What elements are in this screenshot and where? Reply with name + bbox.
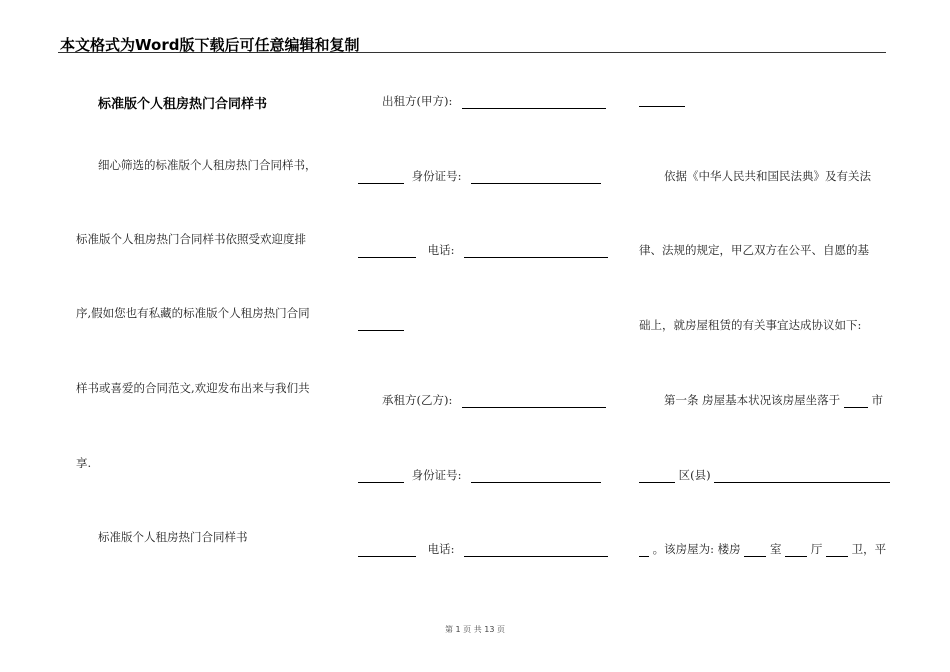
lessee-label: 承租方(乙方): [382, 393, 453, 407]
house-type-row [639, 541, 886, 557]
lessee-phone-blank [464, 544, 608, 557]
lessee-id-label: 身份证号: [411, 468, 462, 482]
intro-line-3: 序,假如您也有私藏的标准版个人租房热门合同 [76, 306, 310, 320]
city-blank-cont [639, 470, 675, 483]
right-top-blank [639, 94, 685, 107]
bath-blank [826, 544, 848, 557]
lessor-label: 出租方(甲方): [382, 94, 453, 108]
district-label: 区(县) [678, 468, 711, 482]
basis-line-3: 础上，就房屋租赁的有关事宜达成协议如下: [639, 318, 862, 332]
right-top-row [639, 93, 685, 107]
header-divider [58, 52, 886, 53]
lessor-blank [462, 96, 606, 109]
lessor-id-row [358, 168, 601, 184]
lessee-phone-label: 电话: [427, 542, 455, 556]
city-blank [844, 395, 868, 408]
district-blank [714, 470, 890, 483]
district-row [639, 467, 890, 483]
intro-line-4: 样书或喜爱的合同范文,欢迎发布出来与我们共 [76, 381, 310, 395]
room-label: 室 [770, 542, 782, 556]
lessee-id-row [358, 467, 601, 483]
lessor-id-blank [471, 171, 601, 184]
lessor-phone-row [358, 242, 608, 258]
page-footer: 第 1 页 共 13 页 [445, 625, 505, 634]
lessor-id-label: 身份证号: [411, 169, 462, 183]
intro-line-2: 标准版个人租房热门合同样书依照受欢迎度排 [76, 232, 306, 246]
address-blank-cont [639, 544, 649, 557]
lessor-phone-blank [464, 245, 608, 258]
room-blank [744, 544, 766, 557]
lessee-name-blank-cont [358, 470, 404, 483]
basis-line-2: 律、法规的规定，甲乙双方在公平、自愿的基 [639, 243, 869, 257]
intro-line-5: 享. [76, 456, 92, 470]
lessor-name-blank-cont [358, 171, 404, 184]
lessor-phone-cont-row [358, 317, 404, 331]
document-title: 标准版个人租房热门合同样书 [98, 97, 268, 112]
intro-line-1: 细心筛选的标准版个人租房热门合同样书， [98, 158, 317, 172]
basis-line-1: 依据《中华人民共和国民法典》及有关法 [664, 169, 871, 183]
hall-label: 厅 [810, 542, 823, 556]
article-1-row [664, 392, 883, 408]
lessor-row [382, 93, 606, 109]
city-suffix: 市 [871, 393, 883, 407]
lessor-id-blank-cont [358, 245, 416, 258]
lessee-phone-row [358, 541, 608, 557]
hall-blank [785, 544, 807, 557]
document-banner: 本文格式为Word版下载后可任意编辑和复制 [60, 36, 360, 54]
lessee-row [382, 392, 606, 408]
bath-label: 卫，平 [851, 542, 887, 556]
lessor-phone-blank-cont [358, 318, 404, 331]
house-type-text: 。该房屋为: 楼房 [652, 542, 741, 556]
lessor-phone-label: 电话: [427, 243, 455, 257]
lessee-id-blank [471, 470, 601, 483]
subtitle-line: 标准版个人租房热门合同样书 [98, 530, 248, 544]
lessee-blank [462, 395, 606, 408]
article-1-text: 第一条 房屋基本状况该房屋坐落于 [664, 393, 841, 407]
lessee-id-blank-cont [358, 544, 416, 557]
